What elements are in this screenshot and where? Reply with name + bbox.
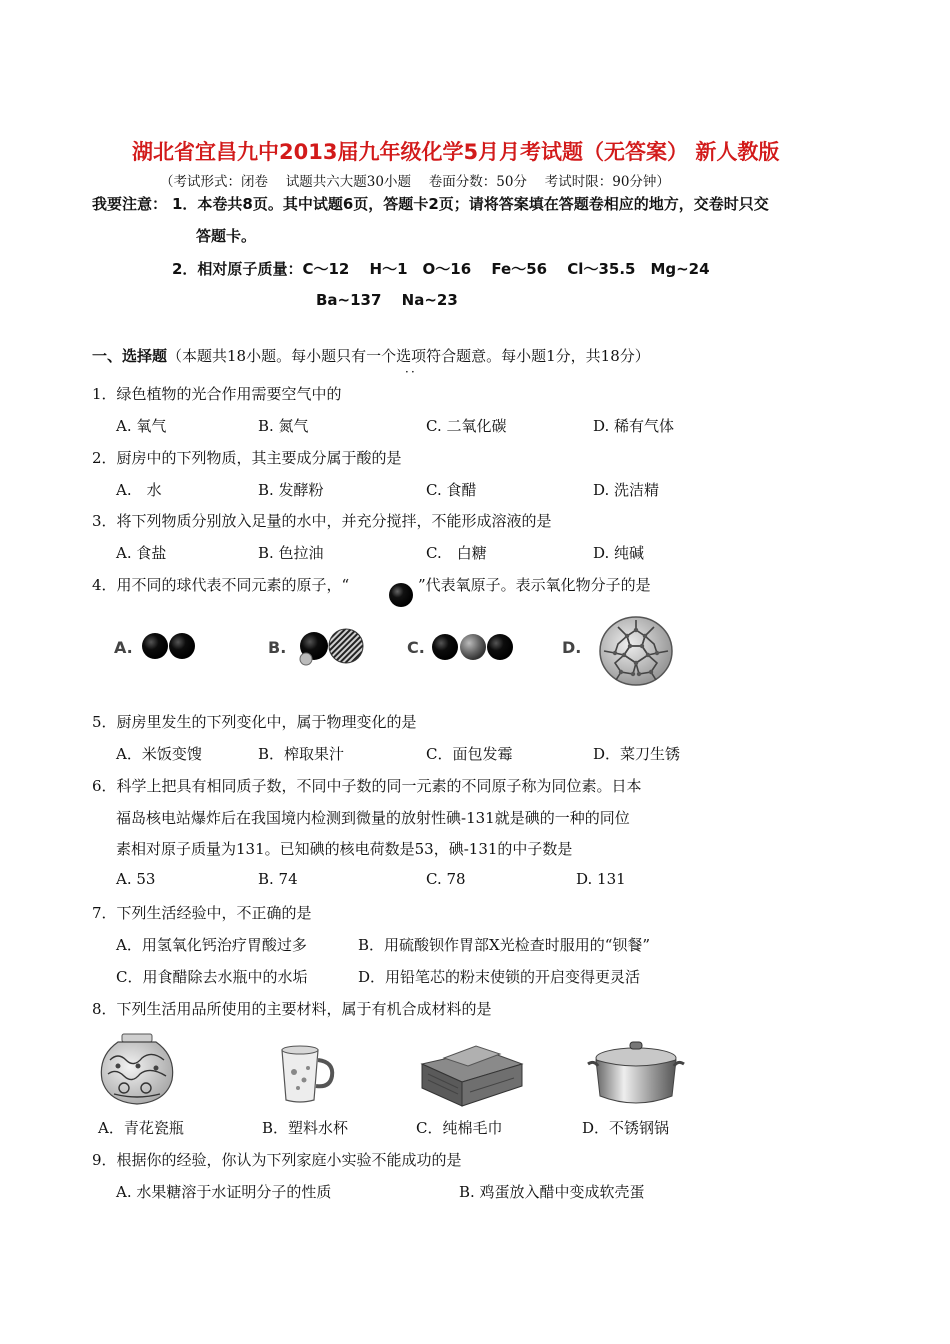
- page-title: 湖北省宜昌九中2013届九年级化学5月月考试题（无答案） 新人教版: [132, 140, 780, 164]
- question-9: 9．根据你的经验，你认为下列家庭小实验不能成功的是: [92, 1151, 462, 1169]
- q2-option-a: A. 水: [116, 481, 162, 499]
- q9-option-a: A. 水果糖溶于水证明分子的性质: [116, 1183, 332, 1201]
- cotton-towel-icon: [414, 1034, 532, 1110]
- section-heading: [92, 345, 650, 366]
- q5-option-c: C．面包发霉: [426, 745, 513, 763]
- q8-option-a: A．青花瓷瓶: [98, 1119, 184, 1137]
- question-6-line1: 6．科学上把具有相同质子数，不同中子数的同一元素的不同原子称为同位素。日本: [92, 777, 642, 795]
- exam-info: （考试形式：闭卷 试题共六大题30小题 卷面分数：50分 考试时限：90分钟）: [160, 174, 670, 190]
- notice-lead: 我要注意：: [92, 195, 168, 213]
- q1-option-c: C. 二氧化碳: [426, 417, 507, 435]
- question-5: 5．厨房里发生的下列变化中，属于物理变化的是: [92, 713, 417, 731]
- section-desc: （本题共18小题。每小题只有一个选项符合题意。每小题1分，共18分）: [167, 347, 650, 365]
- q6-option-b: B. 74: [258, 870, 298, 888]
- question-1: 1．绿色植物的光合作用需要空气中的: [92, 385, 342, 403]
- black-and-striped-sphere-icon: [296, 626, 368, 670]
- question-8: 8．下列生活用品所使用的主要材料，属于有机合成材料的是: [92, 1000, 492, 1018]
- q6-option-d: D. 131: [576, 870, 626, 888]
- q3-option-b: B. 色拉油: [258, 544, 324, 562]
- q4-option-b-label: B.: [268, 638, 287, 657]
- q2-option-b: B. 发酵粉: [258, 481, 324, 499]
- fullerene-cage-icon: [596, 614, 676, 688]
- q1-option-b: B. 氮气: [258, 417, 309, 435]
- q9-option-b: B. 鸡蛋放入醋中变成软壳蛋: [459, 1183, 645, 1201]
- q1-option-a: A. 氧气: [116, 417, 167, 435]
- q3-option-a: A. 食盐: [116, 544, 167, 562]
- q4-option-a-label: A.: [114, 638, 133, 657]
- q5-option-b: B．榨取果汁: [258, 745, 345, 763]
- black-sphere-icon: [388, 582, 414, 608]
- q8-option-b: B．塑料水杯: [262, 1119, 349, 1137]
- emphasis-dots: ．．: [405, 361, 424, 375]
- question-4-part2: ”代表氧原子。表示氧化物分子的是: [418, 576, 651, 594]
- notice-item1: 1．本卷共8页。其中试题6页，答题卡2页；请将答案填在答题卷相应的地方，交卷时只交: [172, 195, 769, 213]
- q5-option-a: A．米饭变馊: [116, 745, 202, 763]
- q6-option-c: C. 78: [426, 870, 466, 888]
- q7-option-b: B．用硫酸钡作胃部X光检查时服用的“钡餐”: [358, 936, 651, 954]
- porcelain-vase-icon: [94, 1030, 180, 1108]
- notice-item2-cont: Ba~137 Na~23: [316, 291, 458, 309]
- plastic-cup-icon: [272, 1044, 338, 1106]
- q7-option-d: D．用铅笔芯的粉末使锁的开启变得更灵活: [358, 968, 641, 986]
- notice-item1-cont: 答题卡。: [196, 227, 257, 245]
- question-6-line2: 福岛核电站爆炸后在我国境内检测到微量的放射性碘-131就是碘的一种的同位: [116, 809, 630, 827]
- question-3: 3．将下列物质分别放入足量的水中，并充分搅拌，不能形成溶液的是: [92, 512, 552, 530]
- three-sphere-chain-icon: [430, 631, 516, 663]
- question-2: 2．厨房中的下列物质，其主要成分属于酸的是: [92, 449, 402, 467]
- q7-option-c: C．用食醋除去水瓶中的水垢: [116, 968, 308, 986]
- q5-option-d: D．菜刀生锈: [593, 745, 681, 763]
- q8-option-c: C．纯棉毛巾: [416, 1119, 503, 1137]
- q7-option-a: A．用氢氧化钙治疗胃酸过多: [116, 936, 307, 954]
- question-7: 7．下列生活经验中，不正确的是: [92, 904, 312, 922]
- q6-option-a: A. 53: [116, 870, 156, 888]
- two-black-spheres-icon: [140, 630, 200, 662]
- q2-option-c: C. 食醋: [426, 481, 477, 499]
- steel-pot-icon: [586, 1036, 686, 1112]
- q3-option-d: D. 纯碱: [593, 544, 645, 562]
- q1-option-d: D. 稀有气体: [593, 417, 675, 435]
- notice-item2: 2．相对原子质量：C～12 H～1 O～16 Fe～56 Cl～35.5 Mg~24: [172, 260, 710, 278]
- q2-option-d: D. 洗洁精: [593, 481, 660, 499]
- question-6-line3: 素相对原子质量为131。已知碘的核电荷数是53，碘-131的中子数是: [116, 840, 573, 858]
- question-4-part1: 4．用不同的球代表不同元素的原子，“: [92, 576, 350, 594]
- q8-option-d: D．不锈钢锅: [582, 1119, 670, 1137]
- q4-option-c-label: C.: [407, 638, 425, 657]
- section-heading-label: 一、选择题: [92, 347, 168, 365]
- q3-option-c: C. 白糖: [426, 544, 487, 562]
- q4-option-d-label: D.: [562, 638, 582, 657]
